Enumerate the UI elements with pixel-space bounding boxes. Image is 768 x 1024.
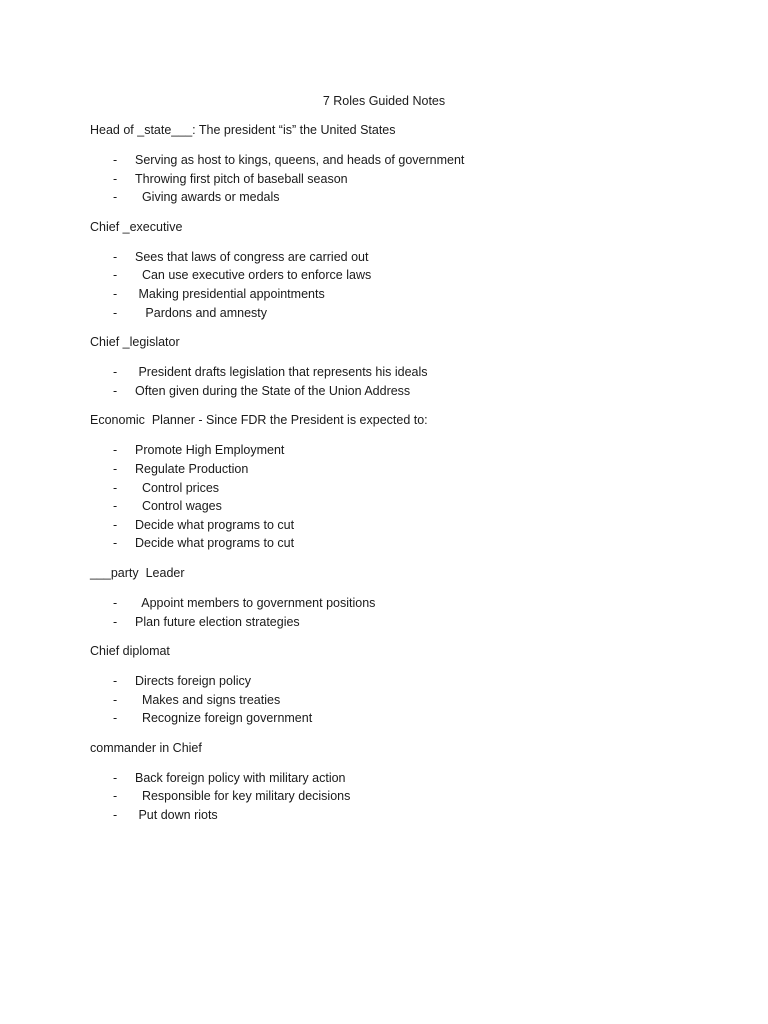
dash-bullet: - bbox=[113, 305, 118, 320]
list-item bbox=[90, 266, 690, 285]
list-item-text: Giving awards or medals bbox=[135, 190, 280, 205]
list-item-text: Throwing first pitch of baseball season bbox=[135, 171, 348, 186]
bullet-list bbox=[90, 248, 690, 322]
list-item-text: Sees that laws of congress are carried out bbox=[135, 249, 369, 264]
list-item-text: Promote High Employment bbox=[135, 443, 285, 458]
list-item bbox=[90, 709, 690, 728]
document-title bbox=[0, 93, 768, 110]
dash-bullet: - bbox=[113, 480, 118, 495]
list-item-text: Pardons and amnesty bbox=[135, 305, 268, 320]
notes-content bbox=[90, 122, 690, 837]
section-chief-diplomat bbox=[90, 643, 690, 728]
list-item bbox=[90, 363, 690, 382]
bullet-list bbox=[90, 672, 690, 728]
list-item bbox=[90, 441, 690, 460]
dash-bullet: - bbox=[113, 770, 118, 785]
dash-bullet: - bbox=[113, 517, 118, 532]
list-item-text: Appoint members to government positions bbox=[135, 595, 376, 610]
list-item-text: Responsible for key military decisions bbox=[135, 789, 351, 804]
dash-bullet: - bbox=[113, 499, 118, 514]
bullet-list bbox=[90, 594, 690, 631]
list-item-text: Directs foreign policy bbox=[135, 674, 252, 689]
document-title-text: 7 Roles Guided Notes bbox=[322, 94, 446, 108]
dash-bullet: - bbox=[113, 692, 118, 707]
list-item-text: Making presidential appointments bbox=[135, 286, 325, 301]
list-item bbox=[90, 382, 690, 401]
dash-bullet: - bbox=[113, 674, 118, 689]
section-economic-planner bbox=[90, 412, 690, 553]
list-item-text: Makes and signs treaties bbox=[135, 692, 281, 707]
list-item bbox=[90, 285, 690, 304]
list-item-text: Put down riots bbox=[135, 808, 218, 823]
list-item bbox=[90, 769, 690, 788]
list-item bbox=[90, 594, 690, 613]
dash-bullet: - bbox=[113, 711, 118, 726]
list-item bbox=[90, 460, 690, 479]
list-item-text: Plan future election strategies bbox=[135, 614, 300, 629]
list-item bbox=[90, 304, 690, 323]
list-item-text: Can use executive orders to enforce laws bbox=[135, 268, 372, 283]
section-chief-executive bbox=[90, 219, 690, 322]
dash-bullet: - bbox=[113, 595, 118, 610]
dash-bullet: - bbox=[113, 286, 118, 301]
dash-bullet: - bbox=[113, 153, 118, 167]
section-head-of-state bbox=[90, 122, 690, 207]
section-heading: ___party Leader bbox=[90, 565, 185, 580]
list-item-text: Regulate Production bbox=[135, 461, 249, 476]
list-item-text: Often given during the State of the Union Address bbox=[135, 383, 411, 398]
list-item bbox=[90, 613, 690, 632]
section-heading: Chief diplomat bbox=[90, 644, 170, 659]
section-heading: Head of _state___: The president “is” the United States bbox=[90, 123, 396, 137]
list-item bbox=[90, 248, 690, 267]
section-heading: Economic Planner - Since FDR the President is expected to: bbox=[90, 413, 428, 428]
list-item bbox=[90, 479, 690, 498]
section-heading: Chief _legislator bbox=[90, 335, 180, 350]
list-item bbox=[90, 534, 690, 553]
dash-bullet: - bbox=[113, 789, 118, 804]
bullet-list bbox=[90, 769, 690, 825]
section-heading: Chief _executive bbox=[90, 219, 183, 234]
list-item bbox=[90, 188, 690, 207]
bullet-list bbox=[90, 151, 690, 207]
section-commander-in-chief bbox=[90, 740, 690, 825]
list-item-text: Serving as host to kings, queens, and heads of government bbox=[135, 153, 465, 167]
list-item bbox=[90, 691, 690, 710]
list-item-text: Control wages bbox=[135, 499, 222, 514]
dash-bullet: - bbox=[113, 808, 118, 823]
section-chief-legislator bbox=[90, 334, 690, 400]
dash-bullet: - bbox=[113, 614, 118, 629]
dash-bullet: - bbox=[113, 171, 118, 186]
list-item bbox=[90, 806, 690, 825]
dash-bullet: - bbox=[113, 461, 118, 476]
dash-bullet: - bbox=[113, 383, 118, 398]
section-heading: commander in Chief bbox=[90, 740, 202, 755]
list-item bbox=[90, 497, 690, 516]
dash-bullet: - bbox=[113, 536, 118, 551]
list-item bbox=[90, 170, 690, 189]
list-item-text: Decide what programs to cut bbox=[135, 517, 295, 532]
list-item-text: Recognize foreign government bbox=[135, 711, 313, 726]
list-item bbox=[90, 787, 690, 806]
list-item-text: President drafts legislation that represents his ideals bbox=[135, 365, 428, 380]
dash-bullet: - bbox=[113, 249, 118, 264]
list-item bbox=[90, 516, 690, 535]
dash-bullet: - bbox=[113, 268, 118, 283]
bullet-list bbox=[90, 363, 690, 400]
dash-bullet: - bbox=[113, 443, 118, 458]
section-party-leader bbox=[90, 565, 690, 631]
list-item bbox=[90, 151, 690, 170]
list-item-text: Control prices bbox=[135, 480, 220, 495]
list-item-text: Back foreign policy with military action bbox=[135, 770, 346, 785]
list-item-text: Decide what programs to cut bbox=[135, 536, 295, 551]
bullet-list bbox=[90, 441, 690, 553]
list-item bbox=[90, 672, 690, 691]
dash-bullet: - bbox=[113, 190, 118, 205]
dash-bullet: - bbox=[113, 365, 118, 380]
